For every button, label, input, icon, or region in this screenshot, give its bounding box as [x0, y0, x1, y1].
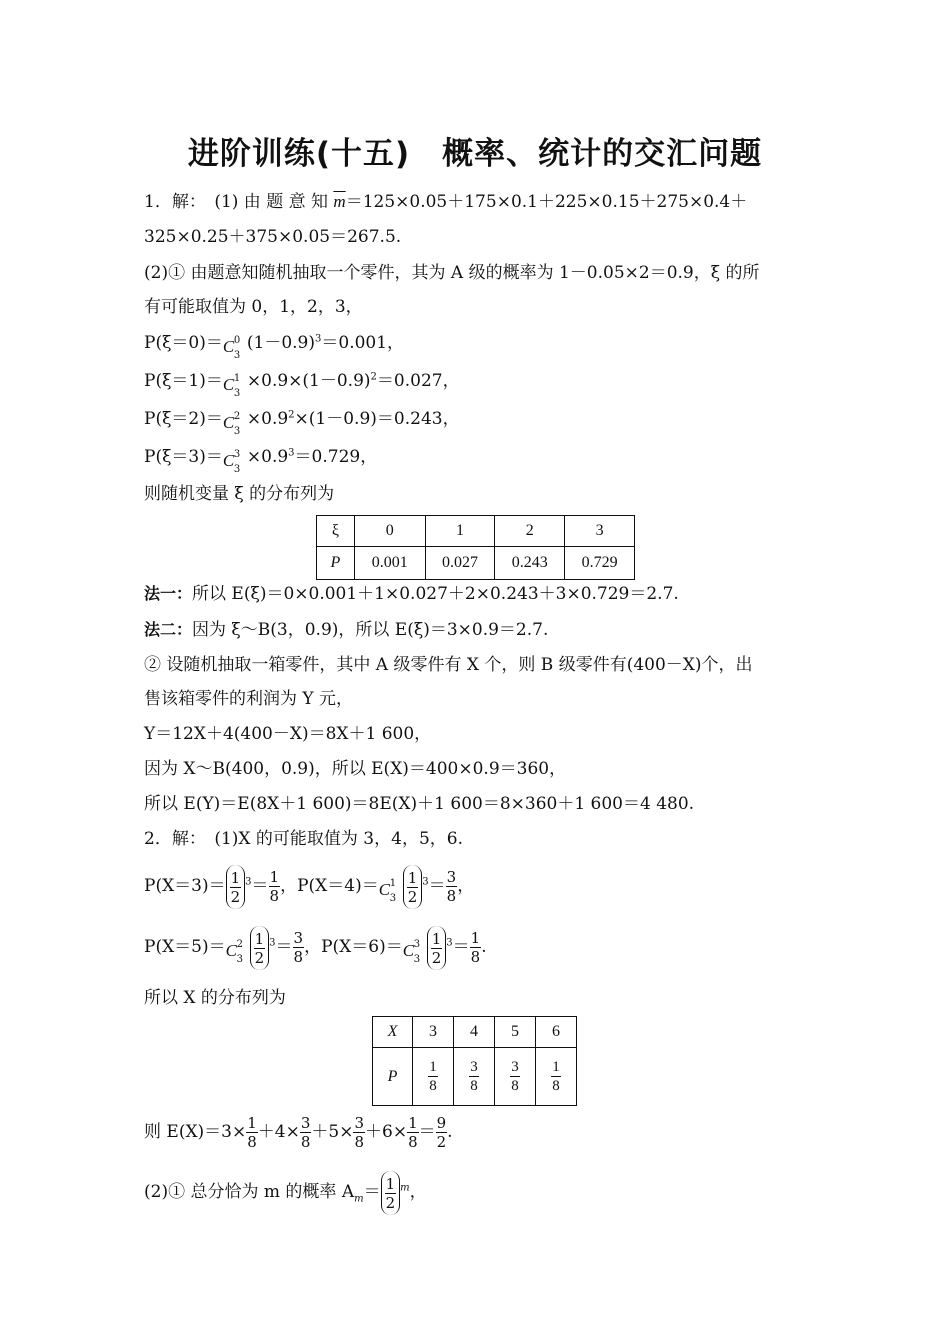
text: ， [409, 1182, 427, 1202]
p1-line-16: 所以 E(Y)＝E(8X＋1 600)＝8E(X)＋1 600＝8×360＋1 600＝4 480. [144, 794, 695, 814]
fraction: $\frac{1}{8}$ [470, 929, 481, 966]
text: ×(1－0.9)＝0.243， [294, 409, 460, 429]
fraction: $\frac{1}{8}$ [408, 1114, 418, 1151]
table-cell: 3 [413, 1017, 454, 1048]
fraction: $\frac{3}{8}$ [300, 1114, 311, 1151]
table-cell: 1 [425, 516, 495, 547]
fraction: $\frac{9}{2}$ [436, 1114, 447, 1151]
text: P(ξ＝1)＝ [144, 371, 223, 391]
m-bar: $\overline{m}$ [333, 192, 346, 211]
exponent: m [400, 1182, 410, 1194]
combination: C 1 3 [378, 878, 397, 904]
table-row [317, 547, 635, 580]
distribution-table-xi [316, 515, 635, 580]
exponent: 3 [245, 876, 252, 888]
table-row [373, 1017, 577, 1048]
paren-half: $\frac{1}{2}$ [226, 865, 246, 909]
text: ＝ [418, 1122, 436, 1142]
fraction: $\frac{1}{8}$ [269, 868, 280, 905]
text: ＝ [363, 1182, 381, 1202]
text: ＝ [275, 937, 293, 957]
table-cell: 0.243 [495, 547, 565, 580]
text: ，P(X＝4)＝ [280, 876, 379, 896]
method-two [144, 620, 548, 640]
exponent: 3 [269, 937, 276, 949]
text: 因为 ξ～B(3，0.9)，所以 E(ξ)＝3×0.9＝2.7. [192, 620, 549, 640]
exponent: 2 [370, 371, 377, 383]
text: (1－0.9) [246, 333, 316, 353]
table-cell: 2 [495, 516, 565, 547]
distribution-table-x [372, 1016, 577, 1106]
method-label: 法一： [144, 584, 193, 603]
prob-xi-2 [144, 409, 460, 437]
text: ×0.9 [246, 409, 289, 429]
text: P(ξ＝0)＝ [144, 333, 223, 353]
table-row [373, 1048, 577, 1106]
text: (2)① 总分恰为 m 的概率 A [144, 1182, 355, 1202]
exponent: 3 [288, 447, 295, 459]
table-cell: $\frac{1}{8}$ [413, 1048, 454, 1106]
text: ＝0.001， [321, 333, 405, 353]
combination: C 3 3 [222, 449, 241, 475]
text: ×0.9×(1－0.9) [246, 371, 371, 391]
prob-xi-3 [144, 447, 378, 475]
table-row [317, 516, 635, 547]
p1-line-9: 则随机变量 ξ 的分布列为 [144, 484, 335, 504]
table-cell: X [373, 1017, 413, 1048]
text: ＝ [428, 876, 446, 896]
p1-line-2: 325×0.25＋375×0.05＝267.5. [144, 227, 402, 247]
text: ＋4× [257, 1122, 300, 1142]
fraction: $\frac{3}{8}$ [293, 929, 304, 966]
table-cell: 0.729 [565, 547, 635, 580]
fraction: $\frac{3}{8}$ [354, 1114, 365, 1151]
text: P(X＝3)＝ [144, 876, 226, 896]
fraction: $\frac{3}{8}$ [446, 868, 457, 905]
p1-line-3: (2)① 由题意知随机抽取一个零件，其为 A 级的概率为 1－0.05×2＝0.9，ξ 的所 [144, 263, 760, 283]
table-cell: 0.001 [354, 547, 425, 580]
table-cell: 5 [495, 1017, 536, 1048]
table-cell: ξ [317, 516, 355, 547]
text: ＋6× [365, 1122, 408, 1142]
table-cell: $\frac{1}{8}$ [535, 1048, 576, 1106]
combination: C 2 3 [225, 939, 243, 965]
text: 所以 E(ξ)＝0×0.001＋1×0.027＋2×0.243＋3×0.729＝2.7. [192, 584, 679, 604]
text: ×0.9 [246, 447, 289, 467]
combination: C 2 3 [222, 411, 241, 437]
table-cell: 4 [454, 1017, 495, 1048]
paren-half: $\frac{1}{2}$ [250, 926, 270, 970]
text: ＝0.027， [376, 371, 460, 391]
text: ＋5× [311, 1122, 354, 1142]
table-cell: 6 [535, 1017, 576, 1048]
text: ＝125×0.05＋175×0.1＋225×0.15＋275×0.4＋ [345, 192, 748, 212]
prob-xi-0 [144, 333, 405, 361]
text: P(ξ＝3)＝ [144, 447, 223, 467]
text: . [447, 1122, 453, 1142]
p1-line-1 [144, 192, 747, 212]
table-cell: 3 [565, 516, 635, 547]
p1-line-13: 售该箱零件的利润为 Y 元， [144, 689, 354, 709]
table-cell: 0.027 [425, 547, 495, 580]
p1-line-12: ② 设随机抽取一箱零件，其中 A 级零件有 X 个，则 B 级零件有(400－X)个，出 [144, 655, 753, 675]
fraction: $\frac{1}{8}$ [247, 1114, 257, 1151]
paren-half: $\frac{1}{2}$ [381, 1171, 401, 1215]
exponent: 2 [288, 409, 295, 421]
prob-xi-1 [144, 371, 460, 399]
p2-part2-line [144, 1170, 427, 1215]
p1-line-15: 因为 X～B(400，0.9)，所以 E(X)＝400×0.9＝360， [144, 759, 567, 779]
table-cell: $\frac{3}{8}$ [495, 1048, 536, 1106]
text: 1．解： (1) 由 题 意 知 [144, 192, 334, 212]
exponent: 3 [422, 876, 429, 888]
table-cell: $\frac{3}{8}$ [454, 1048, 495, 1106]
p2-line-4: 所以 X 的分布列为 [144, 988, 286, 1008]
table-cell: P [317, 547, 355, 580]
p2-line-1: 2．解： (1)X 的可能取值为 3，4，5，6. [144, 829, 463, 849]
page-title: 进阶训练(十五) 概率、统计的交汇问题 [187, 136, 763, 172]
combination: C 1 3 [222, 373, 241, 399]
p1-line-14: Y＝12X＋4(400－X)＝8X＋1 600， [144, 724, 432, 744]
method-one [144, 584, 679, 604]
table-cell: P [373, 1048, 413, 1106]
text: ＝ [251, 876, 269, 896]
subscript: m [354, 1193, 364, 1205]
prob-x-3-4 [144, 864, 474, 909]
text: ＝0.729， [294, 447, 378, 467]
p1-line-4: 有可能取值为 0，1，2，3， [144, 297, 363, 317]
text: 则 E(X)＝3× [144, 1122, 247, 1142]
text: P(ξ＝2)＝ [144, 409, 223, 429]
method-label: 法二： [144, 620, 193, 639]
paren-half: $\frac{1}{2}$ [427, 926, 447, 970]
text: ，P(X＝6)＝ [304, 937, 403, 957]
text: ＝ [452, 937, 470, 957]
text: P(X＝5)＝ [144, 937, 226, 957]
combination: C 0 3 [222, 335, 241, 361]
exponent: 3 [315, 333, 322, 345]
text: ， [457, 876, 475, 896]
combination: C 3 3 [402, 939, 421, 965]
expectation-x [144, 1110, 453, 1154]
table-cell: 0 [354, 516, 425, 547]
prob-x-5-6 [144, 925, 487, 970]
text: . [481, 937, 487, 957]
paren-half: $\frac{1}{2}$ [403, 865, 423, 909]
exponent: 3 [446, 937, 453, 949]
